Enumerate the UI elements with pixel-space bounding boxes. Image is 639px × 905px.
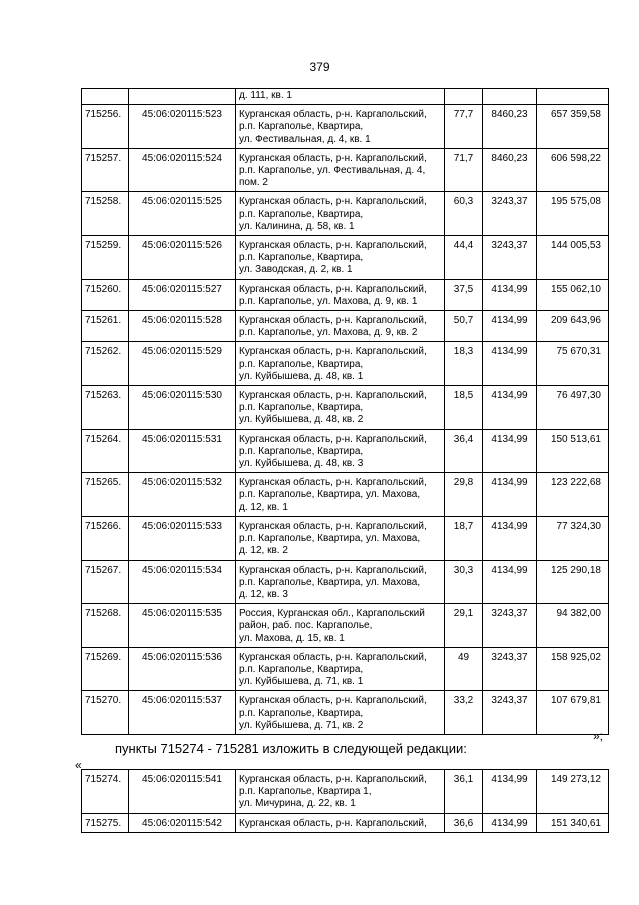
area-cell: 29,1: [445, 604, 483, 648]
address-line: Курганская область, р-н. Каргапольский,: [239, 315, 427, 327]
area-cell: [445, 89, 483, 105]
opening-quote-mark: «: [75, 758, 82, 772]
address-line: Курганская область, р-н. Каргапольский,: [239, 240, 427, 252]
address-cell: [236, 560, 445, 604]
address-line: район, раб. пос. Каргаполье,: [239, 620, 373, 632]
rate-cell: 3243,37: [483, 236, 537, 280]
table-row: [82, 691, 609, 735]
cadastral-value-cell: 77 324,30: [537, 516, 609, 560]
address-cell: [236, 473, 445, 517]
address-line: ул. Мичурина, д. 22, кв. 1: [239, 798, 356, 810]
table-row: [82, 473, 609, 517]
area-cell: 36,1: [445, 770, 483, 814]
cadastral-value-cell: 606 598,22: [537, 148, 609, 192]
address-cell: [236, 516, 445, 560]
area-cell: 18,5: [445, 386, 483, 430]
table-row: [82, 647, 609, 691]
rate-cell: 4134,99: [483, 560, 537, 604]
address-line: ул. Фестивальная, д. 4, кв. 1: [239, 133, 371, 145]
cadastral-value-cell: [537, 89, 609, 105]
rate-cell: 4134,99: [483, 770, 537, 814]
address-line: р.п. Каргаполье, Квартира, ул. Махова,: [239, 533, 421, 545]
cadastral-number-cell: 45:06:020115:523: [129, 105, 236, 149]
address-line: Курганская область, р-н. Каргапольский,: [239, 390, 427, 402]
address-line: р.п. Каргаполье, Квартира,: [239, 402, 364, 414]
address-cell: [236, 192, 445, 236]
rate-cell: 4134,99: [483, 311, 537, 342]
address-line: ул. Куйбышева, д. 48, кв. 2: [239, 414, 364, 426]
page-number: 379: [309, 60, 330, 74]
rate-cell: 3243,37: [483, 647, 537, 691]
area-cell: 29,8: [445, 473, 483, 517]
address-line: р.п. Каргаполье, Квартира,: [239, 208, 364, 220]
cadastral-number-cell: 45:06:020115:541: [129, 770, 236, 814]
cadastral-value-cell: 94 382,00: [537, 604, 609, 648]
cadastral-number-cell: 45:06:020115:530: [129, 386, 236, 430]
address-cell: [236, 813, 445, 832]
address-cell: [236, 311, 445, 342]
cadastral-value-cell: 107 679,81: [537, 691, 609, 735]
row-number-cell: 715256.: [82, 105, 129, 149]
table-row: [82, 236, 609, 280]
rate-cell: 3243,37: [483, 192, 537, 236]
row-number-cell: 715269.: [82, 647, 129, 691]
area-cell: 18,3: [445, 342, 483, 386]
cadastral-number-cell: 45:06:020115:527: [129, 279, 236, 310]
row-number-cell: 715260.: [82, 279, 129, 310]
address-line: р.п. Каргаполье, Квартира 1,: [239, 786, 372, 798]
row-number-cell: [82, 89, 129, 105]
rate-cell: 4134,99: [483, 386, 537, 430]
cadastral-value-cell: 144 005,53: [537, 236, 609, 280]
rate-cell: 8460,23: [483, 148, 537, 192]
cadastral-number-cell: 45:06:020115:529: [129, 342, 236, 386]
area-cell: 77,7: [445, 105, 483, 149]
cadastral-number-cell: 45:06:020115:526: [129, 236, 236, 280]
address-line: ул. Куйбышева, д. 71, кв. 2: [239, 719, 364, 731]
address-cell: [236, 105, 445, 149]
address-line: р.п. Каргаполье, Квартира,: [239, 663, 364, 675]
table-row: [82, 813, 609, 832]
address-line: д. 111, кв. 1: [239, 90, 292, 101]
rate-cell: 3243,37: [483, 604, 537, 648]
cadastral-number-cell: [129, 89, 236, 105]
property-table-amended: [81, 769, 609, 833]
closing-quote-mark: »;: [593, 729, 604, 743]
table-row-continuation: [82, 89, 609, 105]
address-line: р.п. Каргаполье, Квартира,: [239, 358, 364, 370]
address-cell: [236, 89, 445, 105]
address-cell: [236, 279, 445, 310]
address-line: Курганская область, р-н. Каргапольский,: [239, 651, 427, 663]
cadastral-value-cell: 155 062,10: [537, 279, 609, 310]
address-line: р.п. Каргаполье, Квартира,: [239, 121, 364, 133]
address-line: ул. Калинина, д. 58, кв. 1: [239, 220, 355, 232]
area-cell: 30,3: [445, 560, 483, 604]
row-number-cell: 715258.: [82, 192, 129, 236]
rate-cell: 4134,99: [483, 473, 537, 517]
cadastral-number-cell: 45:06:020115:534: [129, 560, 236, 604]
row-number-cell: 715262.: [82, 342, 129, 386]
cadastral-value-cell: 75 670,31: [537, 342, 609, 386]
address-line: Россия, Курганская обл., Каргапольский: [239, 608, 425, 620]
address-cell: [236, 148, 445, 192]
address-line: Курганская область, р-н. Каргапольский,: [239, 196, 427, 208]
address-line: ул. Куйбышева, д. 48, кв. 3: [239, 458, 364, 470]
area-cell: 60,3: [445, 192, 483, 236]
row-number-cell: 715268.: [82, 604, 129, 648]
rate-cell: 4134,99: [483, 342, 537, 386]
address-cell: [236, 386, 445, 430]
address-line: ул. Куйбышева, д. 71, кв. 1: [239, 676, 364, 688]
table-row: [82, 604, 609, 648]
address-cell: [236, 691, 445, 735]
table-row: [82, 279, 609, 310]
table-row: [82, 105, 609, 149]
table-row: [82, 192, 609, 236]
row-number-cell: 715263.: [82, 386, 129, 430]
area-cell: 71,7: [445, 148, 483, 192]
table-row: [82, 770, 609, 814]
address-line: д. 12, кв. 1: [239, 501, 288, 513]
address-line: Курганская область, р-н. Каргапольский,: [239, 433, 427, 445]
cadastral-number-cell: 45:06:020115:528: [129, 311, 236, 342]
cadastral-number-cell: 45:06:020115:532: [129, 473, 236, 517]
area-cell: 33,2: [445, 691, 483, 735]
row-number-cell: 715266.: [82, 516, 129, 560]
address-cell: [236, 236, 445, 280]
rate-cell: 8460,23: [483, 105, 537, 149]
address-line: Курганская область, р-н. Каргапольский,: [239, 817, 427, 829]
cadastral-value-cell: 125 290,18: [537, 560, 609, 604]
table-row: [82, 516, 609, 560]
cadastral-number-cell: 45:06:020115:525: [129, 192, 236, 236]
row-number-cell: 715274.: [82, 770, 129, 814]
table-row: [82, 342, 609, 386]
area-cell: 50,7: [445, 311, 483, 342]
address-cell: [236, 429, 445, 473]
rate-cell: 3243,37: [483, 691, 537, 735]
address-cell: [236, 342, 445, 386]
cadastral-value-cell: 149 273,12: [537, 770, 609, 814]
address-line: Курганская область, р-н. Каргапольский,: [239, 346, 427, 358]
area-cell: 44,4: [445, 236, 483, 280]
address-line: д. 12, кв. 3: [239, 588, 288, 600]
address-line: Курганская область, р-н. Каргапольский,: [239, 109, 427, 121]
rate-cell: 4134,99: [483, 279, 537, 310]
property-table: [81, 88, 609, 735]
row-number-cell: 715259.: [82, 236, 129, 280]
address-line: д. 12, кв. 2: [239, 545, 288, 557]
address-cell: [236, 604, 445, 648]
address-line: р.п. Каргаполье, ул. Махова, д. 9, кв. 1: [239, 295, 418, 307]
area-cell: 36,6: [445, 813, 483, 832]
cadastral-value-cell: 657 359,58: [537, 105, 609, 149]
cadastral-number-cell: 45:06:020115:537: [129, 691, 236, 735]
row-number-cell: 715267.: [82, 560, 129, 604]
row-number-cell: 715270.: [82, 691, 129, 735]
area-cell: 37,5: [445, 279, 483, 310]
address-line: Курганская область, р-н. Каргапольский,: [239, 477, 427, 489]
table-row: [82, 429, 609, 473]
amendment-instruction: пункты 715274 - 715281 изложить в следующей редакции:: [115, 741, 467, 756]
cadastral-number-cell: 45:06:020115:542: [129, 813, 236, 832]
table-row: [82, 148, 609, 192]
address-cell: [236, 647, 445, 691]
address-line: пом. 2: [239, 177, 268, 189]
cadastral-value-cell: 76 497,30: [537, 386, 609, 430]
area-cell: 36,4: [445, 429, 483, 473]
row-number-cell: 715261.: [82, 311, 129, 342]
rate-cell: 4134,99: [483, 516, 537, 560]
rate-cell: 4134,99: [483, 429, 537, 473]
address-line: р.п. Каргаполье, Квартира,: [239, 252, 364, 264]
cadastral-value-cell: 209 643,96: [537, 311, 609, 342]
address-line: р.п. Каргаполье, Квартира, ул. Махова,: [239, 489, 421, 501]
address-line: р.п. Каргаполье, Квартира,: [239, 445, 364, 457]
table-row: [82, 560, 609, 604]
address-line: Курганская область, р-н. Каргапольский,: [239, 774, 427, 785]
table-row: [82, 386, 609, 430]
cadastral-value-cell: 150 513,61: [537, 429, 609, 473]
address-line: Курганская область, р-н. Каргапольский,: [239, 695, 427, 707]
row-number-cell: 715265.: [82, 473, 129, 517]
address-line: ул. Куйбышева, д. 48, кв. 1: [239, 370, 364, 382]
address-line: Курганская область, р-н. Каргапольский,: [239, 152, 427, 164]
address-line: Курганская область, р-н. Каргапольский,: [239, 283, 427, 295]
address-line: ул. Заводская, д. 2, кв. 1: [239, 264, 353, 276]
address-cell: [236, 770, 445, 814]
cadastral-number-cell: 45:06:020115:535: [129, 604, 236, 648]
address-line: р.п. Каргаполье, Квартира, ул. Махова,: [239, 576, 421, 588]
cadastral-number-cell: 45:06:020115:536: [129, 647, 236, 691]
row-number-cell: 715264.: [82, 429, 129, 473]
row-number-cell: 715257.: [82, 148, 129, 192]
address-line: р.п. Каргаполье, ул. Фестивальная, д. 4,: [239, 165, 426, 177]
table-row: [82, 311, 609, 342]
address-line: ул. Махова, д. 15, кв. 1: [239, 632, 345, 644]
address-line: р.п. Каргаполье, ул. Махова, д. 9, кв. 2: [239, 327, 418, 339]
cadastral-value-cell: 158 925,02: [537, 647, 609, 691]
cadastral-number-cell: 45:06:020115:533: [129, 516, 236, 560]
cadastral-value-cell: 123 222,68: [537, 473, 609, 517]
area-cell: 18,7: [445, 516, 483, 560]
cadastral-number-cell: 45:06:020115:531: [129, 429, 236, 473]
cadastral-value-cell: 151 340,61: [537, 813, 609, 832]
address-line: Курганская область, р-н. Каргапольский,: [239, 520, 427, 532]
cadastral-number-cell: 45:06:020115:524: [129, 148, 236, 192]
address-line: Курганская область, р-н. Каргапольский,: [239, 564, 427, 576]
row-number-cell: 715275.: [82, 813, 129, 832]
cadastral-value-cell: 195 575,08: [537, 192, 609, 236]
address-line: р.п. Каргаполье, Квартира,: [239, 707, 364, 719]
rate-cell: [483, 89, 537, 105]
area-cell: 49: [445, 647, 483, 691]
rate-cell: 4134,99: [483, 813, 537, 832]
